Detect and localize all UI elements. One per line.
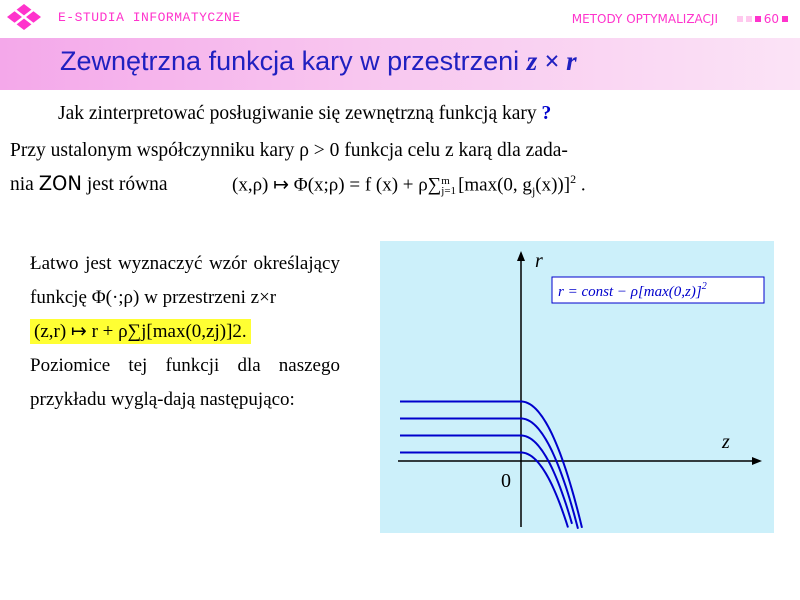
formula-tail: [max(0, g	[458, 174, 532, 196]
curve-equation-exponent: 2	[701, 281, 707, 292]
page-dot	[755, 16, 761, 22]
r-axis-arrow	[517, 251, 525, 261]
r-axis-label: r	[535, 250, 543, 272]
level-curves-plot	[380, 241, 774, 533]
zon-label: ZON	[38, 172, 82, 195]
page-indicator	[737, 12, 788, 26]
paragraph-text1: Łatwo jest wyznaczyć wzór określający funkcję Φ(·;ρ) w przestrzeni z×r	[30, 253, 340, 308]
intro-line3-suffix: jest równa	[82, 174, 168, 195]
course-name: METODY OPTYMALIZACJI	[571, 12, 718, 26]
logo-icon	[6, 3, 42, 31]
curve-equation-text: r = const − ρ[max(0,z)]	[558, 284, 702, 300]
intro-question	[58, 103, 551, 125]
paragraph-text2: Poziomice tej funkcji dla naszego przykładu wyglą-dają następująco:	[30, 355, 340, 410]
highlighted-formula: (z,r) ↦ r + ρ∑j[max(0,zj)]2.	[30, 319, 251, 344]
intro-question-text: Jak zinterpretować posługiwanie się zewnętrzną funkcją kary	[58, 103, 542, 124]
level-curve	[400, 436, 572, 524]
page-dot	[782, 16, 788, 22]
level-curve	[400, 453, 568, 528]
slide-title-text: Zewnętrzna funkcja kary w przestrzeni	[60, 46, 527, 76]
origin-label: 0	[501, 470, 511, 492]
z-axis-arrow	[752, 457, 762, 465]
intro-line2: Przy ustalonym współczynniku kary ρ > 0 funkcja celu z karą dla zada-	[10, 140, 568, 161]
page-dot	[746, 16, 752, 22]
page-number: 60	[763, 12, 779, 26]
formula-end: .	[576, 174, 586, 196]
level-curve	[400, 402, 582, 528]
plot-svg	[380, 241, 774, 533]
formula-subscript: j	[531, 184, 536, 199]
intro-line3-prefix: nia	[10, 174, 39, 195]
sum-upper: m	[441, 174, 450, 187]
explanation-paragraph	[30, 247, 340, 417]
slide-title	[60, 46, 577, 77]
title-band	[0, 38, 800, 90]
question-mark: ?	[541, 103, 552, 124]
formula-exponent: 2	[570, 172, 577, 186]
penalty-formula	[232, 172, 586, 199]
formula-main: (x,ρ) ↦ Φ(x;ρ) = f (x) + ρ∑	[232, 174, 442, 196]
sum-lower: j=1	[441, 184, 457, 197]
curve-equation	[558, 281, 707, 300]
formula-tail2: (x))]	[535, 174, 571, 196]
header	[0, 0, 800, 38]
slide-title-math: z × r	[526, 46, 577, 76]
z-axis-label: z	[722, 431, 730, 453]
page-dot	[737, 16, 743, 22]
brand-name: E-STUDIA INFORMATYCZNE	[58, 10, 241, 25]
level-curves	[400, 402, 582, 529]
intro-line3	[10, 172, 168, 196]
